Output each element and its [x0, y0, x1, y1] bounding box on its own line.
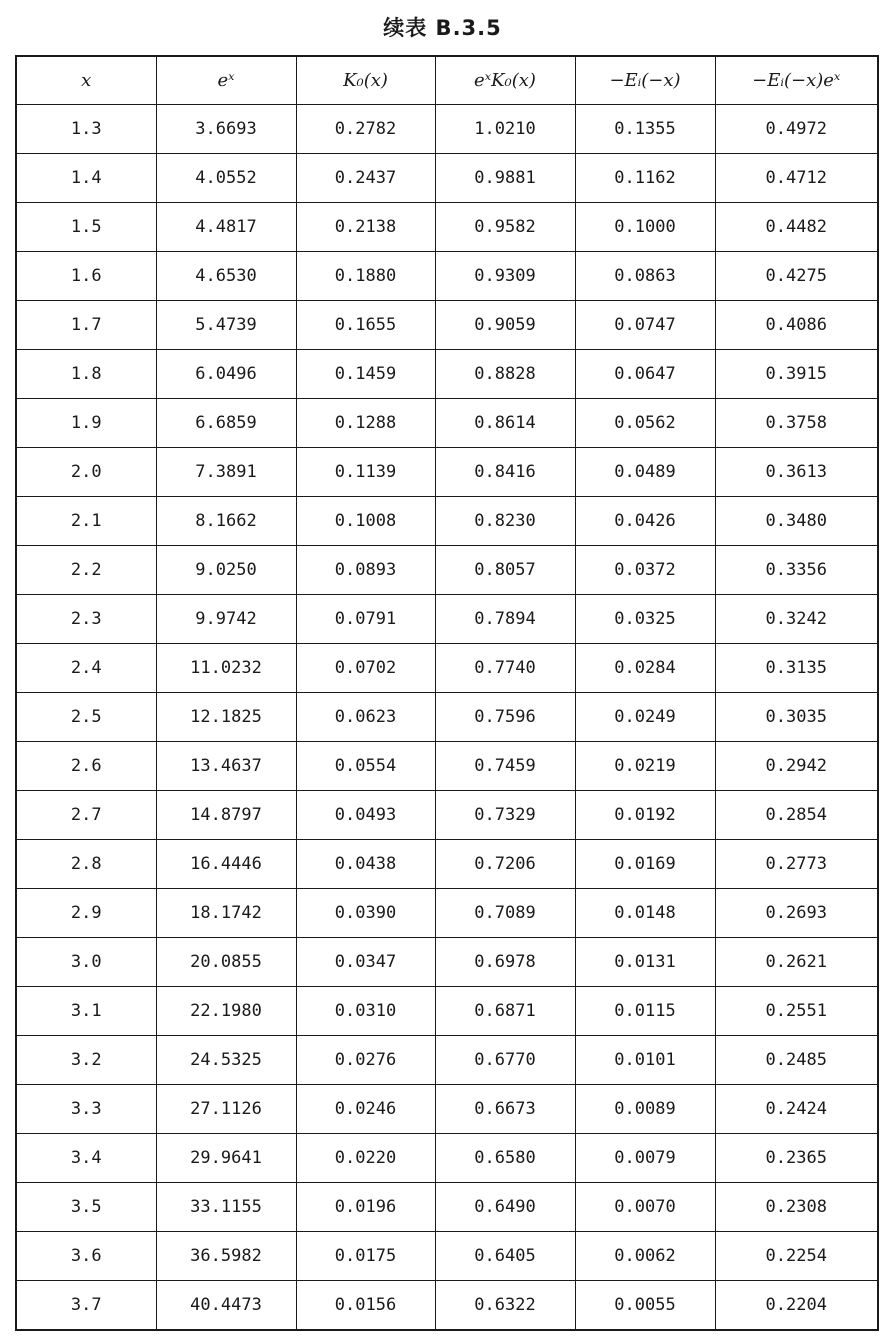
cell-exp-k0: 0.7329 [435, 791, 575, 840]
table-row [16, 889, 878, 938]
cell-exp-x: 40.4473 [156, 1281, 296, 1331]
cell-x: 2.6 [16, 742, 156, 791]
cell-k0: 0.0623 [296, 693, 435, 742]
cell-neg-ei-exp: 0.2942 [715, 742, 878, 791]
cell-neg-ei: 0.0101 [575, 1036, 715, 1085]
cell-k0: 0.0893 [296, 546, 435, 595]
table-row [16, 595, 878, 644]
table-row [16, 938, 878, 987]
cell-exp-x: 13.4637 [156, 742, 296, 791]
cell-exp-k0: 0.7089 [435, 889, 575, 938]
cell-neg-ei-exp: 0.3242 [715, 595, 878, 644]
cell-neg-ei: 0.1162 [575, 154, 715, 203]
table-row [16, 301, 878, 350]
cell-neg-ei-exp: 0.2551 [715, 987, 878, 1036]
cell-neg-ei-exp: 0.4712 [715, 154, 878, 203]
cell-neg-ei: 0.0562 [575, 399, 715, 448]
cell-exp-x: 16.4446 [156, 840, 296, 889]
cell-k0: 0.1288 [296, 399, 435, 448]
cell-exp-x: 4.6530 [156, 252, 296, 301]
cell-exp-x: 36.5982 [156, 1232, 296, 1281]
cell-neg-ei: 0.0284 [575, 644, 715, 693]
table-row [16, 546, 878, 595]
cell-exp-k0: 0.8057 [435, 546, 575, 595]
cell-neg-ei: 0.0647 [575, 350, 715, 399]
cell-exp-x: 4.0552 [156, 154, 296, 203]
cell-k0: 0.0175 [296, 1232, 435, 1281]
cell-neg-ei-exp: 0.3758 [715, 399, 878, 448]
cell-exp-x: 5.4739 [156, 301, 296, 350]
cell-neg-ei-exp: 0.2693 [715, 889, 878, 938]
cell-neg-ei: 0.0219 [575, 742, 715, 791]
cell-x: 1.9 [16, 399, 156, 448]
col-header-k0: K₀(x) [296, 56, 435, 105]
cell-exp-k0: 0.6770 [435, 1036, 575, 1085]
cell-exp-x: 6.0496 [156, 350, 296, 399]
cell-exp-k0: 0.7894 [435, 595, 575, 644]
cell-exp-k0: 0.8614 [435, 399, 575, 448]
cell-exp-x: 7.3891 [156, 448, 296, 497]
cell-x: 2.1 [16, 497, 156, 546]
cell-exp-x: 29.9641 [156, 1134, 296, 1183]
cell-neg-ei-exp: 0.2365 [715, 1134, 878, 1183]
col-header-exp-x: eˣ [156, 56, 296, 105]
data-table [15, 55, 879, 1331]
cell-neg-ei-exp: 0.3480 [715, 497, 878, 546]
cell-neg-ei: 0.0115 [575, 987, 715, 1036]
cell-k0: 0.1008 [296, 497, 435, 546]
cell-x: 1.3 [16, 105, 156, 154]
cell-neg-ei-exp: 0.2308 [715, 1183, 878, 1232]
cell-x: 3.5 [16, 1183, 156, 1232]
cell-exp-x: 24.5325 [156, 1036, 296, 1085]
cell-exp-x: 12.1825 [156, 693, 296, 742]
cell-k0: 0.0310 [296, 987, 435, 1036]
cell-neg-ei: 0.0747 [575, 301, 715, 350]
cell-k0: 0.2782 [296, 105, 435, 154]
cell-x: 3.3 [16, 1085, 156, 1134]
cell-neg-ei: 0.0070 [575, 1183, 715, 1232]
cell-x: 1.4 [16, 154, 156, 203]
cell-neg-ei-exp: 0.4275 [715, 252, 878, 301]
cell-neg-ei-exp: 0.3915 [715, 350, 878, 399]
cell-neg-ei-exp: 0.4972 [715, 105, 878, 154]
cell-k0: 0.1655 [296, 301, 435, 350]
cell-k0: 0.0196 [296, 1183, 435, 1232]
cell-exp-k0: 0.6673 [435, 1085, 575, 1134]
cell-exp-x: 14.8797 [156, 791, 296, 840]
cell-neg-ei: 0.0372 [575, 546, 715, 595]
cell-exp-x: 27.1126 [156, 1085, 296, 1134]
table-row [16, 497, 878, 546]
cell-x: 2.9 [16, 889, 156, 938]
cell-exp-k0: 0.6405 [435, 1232, 575, 1281]
cell-neg-ei-exp: 0.3035 [715, 693, 878, 742]
table-row [16, 252, 878, 301]
cell-neg-ei: 0.0169 [575, 840, 715, 889]
table-body [16, 105, 878, 1331]
cell-exp-k0: 0.8828 [435, 350, 575, 399]
cell-x: 1.8 [16, 350, 156, 399]
cell-exp-k0: 0.7740 [435, 644, 575, 693]
cell-exp-k0: 0.8230 [435, 497, 575, 546]
table-row [16, 1085, 878, 1134]
col-header-neg-ei: −Eᵢ(−x) [575, 56, 715, 105]
cell-x: 2.7 [16, 791, 156, 840]
header-row [16, 56, 878, 105]
cell-neg-ei: 0.0089 [575, 1085, 715, 1134]
cell-k0: 0.2437 [296, 154, 435, 203]
cell-exp-k0: 0.7206 [435, 840, 575, 889]
cell-neg-ei: 0.1355 [575, 105, 715, 154]
table-row [16, 987, 878, 1036]
table-row [16, 840, 878, 889]
cell-exp-k0: 0.6978 [435, 938, 575, 987]
cell-neg-ei-exp: 0.2485 [715, 1036, 878, 1085]
cell-exp-k0: 0.7596 [435, 693, 575, 742]
cell-exp-x: 20.0855 [156, 938, 296, 987]
table-row [16, 1281, 878, 1331]
cell-x: 2.0 [16, 448, 156, 497]
cell-neg-ei-exp: 0.2773 [715, 840, 878, 889]
cell-neg-ei: 0.0192 [575, 791, 715, 840]
cell-k0: 0.0390 [296, 889, 435, 938]
cell-exp-k0: 0.9059 [435, 301, 575, 350]
cell-exp-k0: 0.6490 [435, 1183, 575, 1232]
cell-x: 1.7 [16, 301, 156, 350]
cell-x: 3.4 [16, 1134, 156, 1183]
cell-neg-ei: 0.0055 [575, 1281, 715, 1331]
table-title: 续表 B.3.5 [383, 16, 502, 40]
cell-x: 2.4 [16, 644, 156, 693]
cell-exp-x: 4.4817 [156, 203, 296, 252]
cell-exp-x: 11.0232 [156, 644, 296, 693]
cell-exp-x: 22.1980 [156, 987, 296, 1036]
cell-neg-ei: 0.0863 [575, 252, 715, 301]
cell-x: 3.1 [16, 987, 156, 1036]
cell-k0: 0.0347 [296, 938, 435, 987]
table-row [16, 1134, 878, 1183]
cell-exp-k0: 0.7459 [435, 742, 575, 791]
cell-x: 2.2 [16, 546, 156, 595]
cell-k0: 0.1880 [296, 252, 435, 301]
cell-neg-ei-exp: 0.2621 [715, 938, 878, 987]
table-row [16, 1232, 878, 1281]
col-header-neg-ei-exp: −Eᵢ(−x)eˣ [715, 56, 878, 105]
cell-neg-ei-exp: 0.2424 [715, 1085, 878, 1134]
cell-neg-ei-exp: 0.4086 [715, 301, 878, 350]
col-header-x: x [16, 56, 156, 105]
cell-x: 1.5 [16, 203, 156, 252]
table-row [16, 448, 878, 497]
cell-k0: 0.2138 [296, 203, 435, 252]
cell-exp-k0: 0.8416 [435, 448, 575, 497]
cell-neg-ei: 0.0325 [575, 595, 715, 644]
table-row [16, 1036, 878, 1085]
cell-x: 2.3 [16, 595, 156, 644]
table-row [16, 1183, 878, 1232]
cell-neg-ei: 0.0426 [575, 497, 715, 546]
cell-neg-ei-exp: 0.4482 [715, 203, 878, 252]
cell-neg-ei-exp: 0.3135 [715, 644, 878, 693]
cell-neg-ei: 0.0489 [575, 448, 715, 497]
cell-neg-ei: 0.0148 [575, 889, 715, 938]
cell-k0: 0.0791 [296, 595, 435, 644]
cell-neg-ei-exp: 0.2254 [715, 1232, 878, 1281]
cell-exp-k0: 0.6580 [435, 1134, 575, 1183]
cell-x: 3.7 [16, 1281, 156, 1331]
cell-k0: 0.0156 [296, 1281, 435, 1331]
cell-k0: 0.1459 [296, 350, 435, 399]
cell-neg-ei-exp: 0.3613 [715, 448, 878, 497]
cell-x: 3.2 [16, 1036, 156, 1085]
cell-x: 2.5 [16, 693, 156, 742]
cell-neg-ei: 0.0249 [575, 693, 715, 742]
cell-exp-k0: 0.6322 [435, 1281, 575, 1331]
table-row [16, 203, 878, 252]
cell-k0: 0.1139 [296, 448, 435, 497]
table-row [16, 791, 878, 840]
cell-neg-ei: 0.1000 [575, 203, 715, 252]
cell-k0: 0.0493 [296, 791, 435, 840]
cell-exp-k0: 0.6871 [435, 987, 575, 1036]
cell-x: 1.6 [16, 252, 156, 301]
cell-exp-x: 18.1742 [156, 889, 296, 938]
table-row [16, 742, 878, 791]
cell-k0: 0.0220 [296, 1134, 435, 1183]
table-row [16, 350, 878, 399]
table-row [16, 105, 878, 154]
cell-neg-ei-exp: 0.3356 [715, 546, 878, 595]
cell-exp-k0: 0.9881 [435, 154, 575, 203]
cell-exp-x: 33.1155 [156, 1183, 296, 1232]
cell-exp-k0: 1.0210 [435, 105, 575, 154]
table-row [16, 154, 878, 203]
cell-k0: 0.0702 [296, 644, 435, 693]
cell-neg-ei: 0.0079 [575, 1134, 715, 1183]
cell-neg-ei: 0.0131 [575, 938, 715, 987]
table-row [16, 644, 878, 693]
cell-neg-ei: 0.0062 [575, 1232, 715, 1281]
cell-k0: 0.0246 [296, 1085, 435, 1134]
cell-x: 3.0 [16, 938, 156, 987]
cell-exp-k0: 0.9309 [435, 252, 575, 301]
cell-x: 3.6 [16, 1232, 156, 1281]
cell-k0: 0.0276 [296, 1036, 435, 1085]
cell-exp-x: 9.0250 [156, 546, 296, 595]
col-header-exp-k0: eˣK₀(x) [435, 56, 575, 105]
cell-exp-x: 9.9742 [156, 595, 296, 644]
cell-neg-ei-exp: 0.2204 [715, 1281, 878, 1331]
cell-k0: 0.0438 [296, 840, 435, 889]
cell-exp-x: 8.1662 [156, 497, 296, 546]
cell-exp-x: 6.6859 [156, 399, 296, 448]
cell-k0: 0.0554 [296, 742, 435, 791]
cell-exp-k0: 0.9582 [435, 203, 575, 252]
table-row [16, 693, 878, 742]
table-row [16, 399, 878, 448]
cell-x: 2.8 [16, 840, 156, 889]
cell-neg-ei-exp: 0.2854 [715, 791, 878, 840]
cell-exp-x: 3.6693 [156, 105, 296, 154]
